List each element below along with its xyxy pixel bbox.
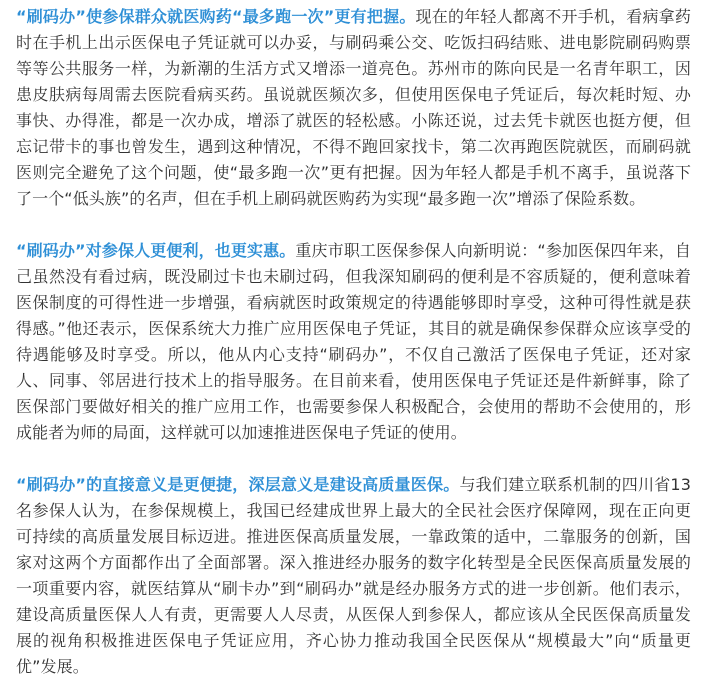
paragraph-one: [16, 4, 691, 212]
paragraph-three-lead: “刷码办”的直接意义是更便捷，深层意义是建设高质量医保。: [16, 475, 460, 494]
article-body: [16, 4, 691, 680]
paragraph-one-lead: “刷码办”使参保群众就医购药“最多跑一次”更有把握。: [16, 7, 416, 26]
paragraph-one-text: 现在的年轻人都离不开手机，看病拿药时在手机上出示医保电子凭证就可以办妥，与刷码乘公交、吃饭扫码结账、进电影院刷码购票等等公共服务一样，为新潮的生活方式又增添一道亮色。苏州市的陈向民是一名青年职工，因患皮肤病每周需去医院看病买药。虽说就医频次多，但使用医保电子凭证后，每次耗时短、办事快、办得准，都是一次办成，增添了就医的轻松感。小陈还说，过去凭卡就医也挺方便，但忘记带卡的事也曾发生，遇到这种情况，不得不跑回家找卡，第二次再跑医院就医，而刷码就医则完全避免了这个问题，使“最多跑一次”更有把握。因为年轻人都是手机不离手，虽说落下了一个“低头族”的名声，但在手机上刷码就医购药为实现“最多跑一次”增添了保险系数。: [16, 7, 691, 208]
paragraph-three: [16, 472, 691, 680]
paragraph-two-lead: “刷码办”对参保人更便利，也更实惠。: [16, 241, 296, 260]
paragraph-three-text: 与我们建立联系机制的四川省13名参保人认为，在参保规模上，我国已经建成世界上最大的全民社会医疗保障网，现在正向更可持续的高质量发展目标迈进。推进医保高质量发展，一靠政策的适中，二靠服务的创新，国家对这两个方面都作出了全面部署。深入推进经办服务的数字化转型是全民医保高质量发展的一项重要内容，就医结算从“刷卡办”到“刷码办”就是经办服务方式的进一步创新。他们表示，建设高质量医保人人有责，更需要人人尽责，从医保人到参保人，都应该从全民医保高质量发展的视角积极推进医保电子凭证应用，齐心协力推动我国全民医保从“规模最大”向“质量更优”发展。: [16, 475, 691, 676]
paragraph-two: [16, 238, 691, 446]
paragraph-two-text: 重庆市职工医保参保人向新明说：“参加医保四年来，自己虽然没有看过病，既没刷过卡也未刷过码，但我深知刷码的便利是不容质疑的，便利意味着医保制度的可得性进一步增强，看病就医时政策规定的待遇能够即时享受，这种可得性就是获得感。”他还表示，医保系统大力推广应用医保电子凭证，其目的就是确保参保群众应该享受的待遇能够及时享受。所以，他从内心支持“刷码办”，不仅自己激活了医保电子凭证，还对家人、同事、邻居进行技术上的指导服务。在目前来看，使用医保电子凭证还是件新鲜事，除了医保部门要做好相关的推广应用工作，也需要参保人积极配合，会使用的帮助不会使用的，形成能者为师的局面，这样就可以加速推进医保电子凭证的使用。: [16, 241, 691, 442]
